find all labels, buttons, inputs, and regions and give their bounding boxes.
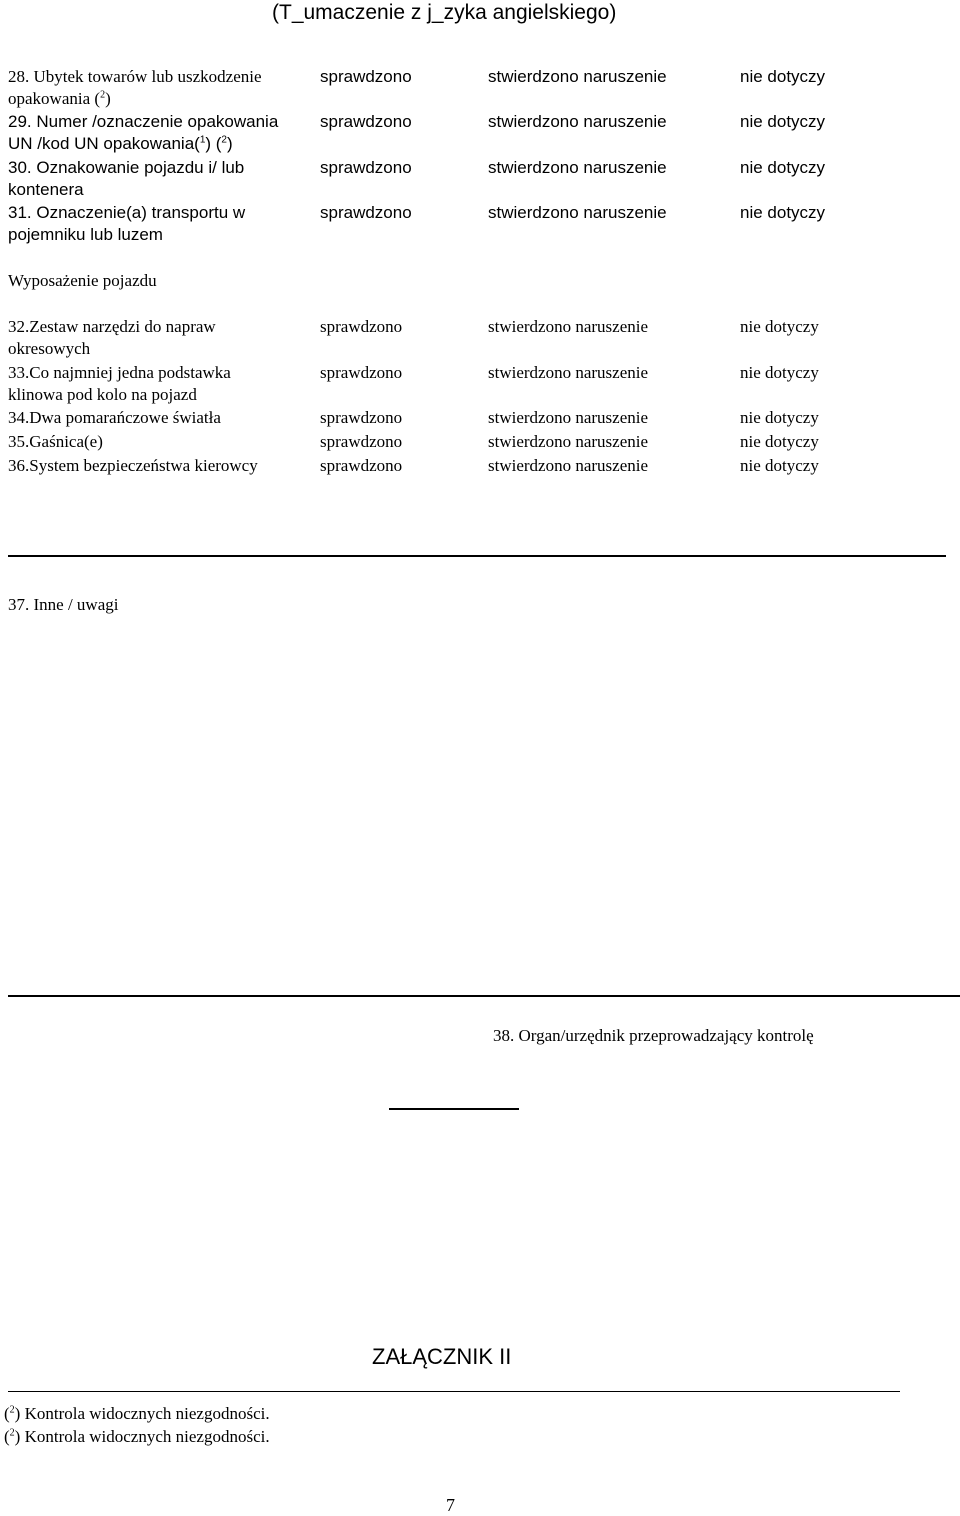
- row-label: 28. Ubytek towarów lub uszkodzenie opakowania ($^2$): [8, 67, 262, 108]
- option-checked[interactable]: sprawdzono: [320, 158, 412, 177]
- signature-line: [8, 995, 960, 997]
- option-not-applicable[interactable]: nie dotyczy: [740, 317, 819, 336]
- footnote-separator: [8, 1391, 900, 1392]
- page-number: 7: [446, 1495, 455, 1515]
- option-not-applicable[interactable]: nie dotyczy: [740, 432, 819, 451]
- option-violation[interactable]: stwierdzono naruszenie: [488, 432, 649, 451]
- row-label: 35.Gaśnica(e): [8, 432, 103, 451]
- document-header: (T_umaczenie z j_zyka angielskiego): [272, 1, 617, 24]
- option-checked[interactable]: sprawdzono: [320, 203, 412, 222]
- option-not-applicable[interactable]: nie dotyczy: [740, 363, 819, 382]
- row-label: 32.Zestaw narzędzi do napraw okresowych: [8, 317, 216, 358]
- option-violation[interactable]: stwierdzono naruszenie: [488, 317, 649, 336]
- inspector-label: 38. Organ/urzędnik przeprowadzający kontrolę: [493, 1026, 814, 1045]
- option-violation[interactable]: stwierdzono naruszenie: [488, 158, 667, 177]
- option-violation[interactable]: stwierdzono naruszenie: [488, 408, 649, 427]
- option-violation[interactable]: stwierdzono naruszenie: [488, 363, 649, 382]
- option-checked[interactable]: sprawdzono: [320, 112, 412, 131]
- option-violation[interactable]: stwierdzono naruszenie: [488, 67, 667, 86]
- option-not-applicable[interactable]: nie dotyczy: [740, 408, 819, 427]
- row-label: 30. Oznakowanie pojazdu i/ lub kontenera: [8, 158, 245, 199]
- option-not-applicable[interactable]: nie dotyczy: [740, 112, 826, 131]
- row-label: 29. Numer /oznaczenie opakowania UN /kod UN opakowania($^1$) ($^2$): [8, 112, 279, 153]
- row-label: 34.Dwa pomarańczowe światła: [8, 408, 221, 427]
- row-label: 33.Co najmniej jedna podstawka klinowa pod kolo na pojazd: [8, 363, 231, 404]
- short-line: [389, 1108, 519, 1110]
- remarks-field[interactable]: [8, 622, 946, 982]
- option-checked[interactable]: sprawdzono: [320, 317, 403, 336]
- option-not-applicable[interactable]: nie dotyczy: [740, 456, 819, 475]
- row-label: 31. Oznaczenie(a) transportu w pojemniku lub luzem: [8, 203, 246, 244]
- row-label: 36.System bezpieczeństwa kierowcy: [8, 456, 258, 475]
- footnote: ($^2$) Kontrola widocznych niezgodności.: [4, 1427, 270, 1446]
- remarks-label: 37. Inne / uwagi: [8, 595, 119, 614]
- divider-line: [8, 555, 946, 557]
- option-not-applicable[interactable]: nie dotyczy: [740, 203, 826, 222]
- footnote: ($^2$) Kontrola widocznych niezgodności.: [4, 1404, 270, 1423]
- option-checked[interactable]: sprawdzono: [320, 432, 403, 451]
- annex-title: ZAŁĄCZNIK II: [372, 1344, 512, 1369]
- option-checked[interactable]: sprawdzono: [320, 363, 403, 382]
- option-checked[interactable]: sprawdzono: [320, 408, 403, 427]
- option-checked[interactable]: sprawdzono: [320, 67, 412, 86]
- option-not-applicable[interactable]: nie dotyczy: [740, 158, 826, 177]
- option-violation[interactable]: stwierdzono naruszenie: [488, 112, 667, 131]
- option-violation[interactable]: stwierdzono naruszenie: [488, 456, 649, 475]
- option-violation[interactable]: stwierdzono naruszenie: [488, 203, 667, 222]
- option-checked[interactable]: sprawdzono: [320, 456, 403, 475]
- section-heading: Wyposażenie pojazdu: [8, 271, 157, 290]
- option-not-applicable[interactable]: nie dotyczy: [740, 67, 826, 86]
